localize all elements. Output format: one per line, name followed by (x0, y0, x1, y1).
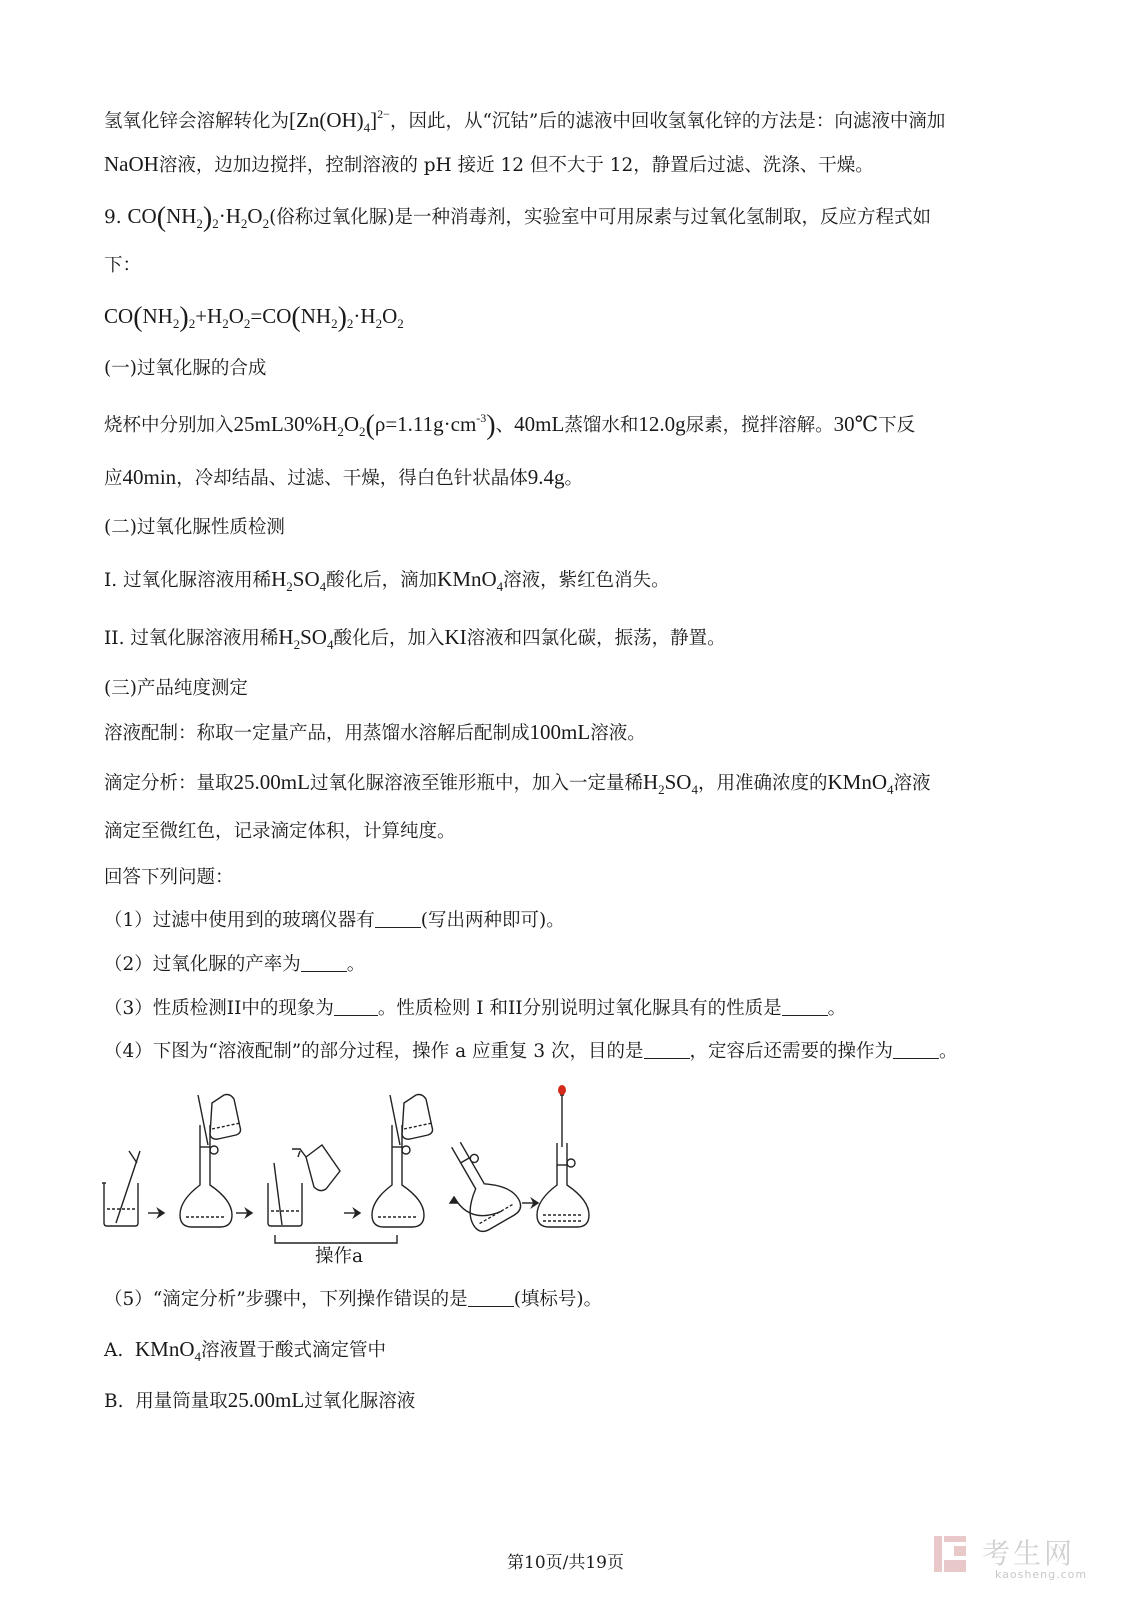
page-number: 第10页/共19页 (507, 1553, 624, 1573)
answer-blank[interactable] (334, 997, 378, 1016)
reaction-equation: $CO(NH_2)_2+H_2O_2=CO(NH_2)_2\cdot H_2O_2$ (104, 302, 404, 333)
operation-a-label: 操作a (315, 1246, 364, 1267)
beaker-icon (102, 1151, 140, 1226)
solution-prep: 溶液配制：称取一定量产品，用蒸馏水溶解后配制成100mL溶液。 (104, 720, 646, 744)
question-number: 9. (104, 207, 122, 228)
question-4: （4）下图为“溶液配制”的部分过程，操作 a 应重复 3 次，目的是 ，定容后还需要的操作为 。 (104, 1041, 958, 1062)
part2-heading: (二)过氧化脲性质检测 (104, 517, 285, 538)
answer-blank[interactable] (375, 909, 421, 928)
watermark-url: kaosheng.com (995, 1568, 1088, 1581)
swirling-flask-icon (434, 1131, 524, 1235)
test-II: II. 过氧化脲溶液用稀$H_2SO_4$酸化后，加入KI溶液和四氯化碳，振荡，静置。 (104, 625, 726, 652)
titration-line2: 滴定至微红色，记录滴定体积，计算纯度。 (104, 821, 456, 842)
q9-description: (俗称过氧化脲)是一种消毒剂，实验室中可用尿素与过氧化氢制取，反应方程式如 (269, 207, 932, 228)
questions-heading: 回答下列问题： (104, 867, 234, 888)
option-A[interactable]: A. KMnO$_4$溶液置于酸式滴定管中 (104, 1337, 387, 1364)
answer-blank[interactable] (782, 997, 828, 1016)
intro-line-2 (104, 150, 1031, 180)
answer-blank[interactable] (301, 953, 347, 972)
intro-text-2: ，因此，从“沉钴”后的滤液中回收氢氧化锌的方法是：向滤液中滴加 (389, 111, 946, 132)
volumetric-flask-icon (180, 1095, 241, 1228)
naoh-formula: NaOH (104, 152, 159, 176)
q9-intro-line (104, 202, 1031, 238)
answer-blank[interactable] (893, 1040, 939, 1059)
intro-text-3: 溶液，边加边搅拌，控制溶液的 pH 接近 12 但不大于 12，静置后过滤、洗涤、干燥。 (158, 155, 874, 176)
question-3: （3）性质检测II中的现象为 。性质检则 I 和II分别说明过氧化脲具有的性质是 。 (104, 998, 847, 1019)
wash-bottle-icon (268, 1145, 340, 1226)
part1-para-line1: 烧杯中分别加入$25mL30\%H_2O_2(\rho=1.11g\cdot cm^{-3})$、40mL蒸馏水和12.0g尿素，搅拌溶解。30℃下反 (104, 410, 916, 441)
question-2: （2）过氧化脲的产率为 。 (104, 954, 366, 975)
dropper-flask-icon (537, 1095, 589, 1227)
q9-intro-cont: 下： (104, 255, 142, 276)
volumetric-flask-icon (372, 1095, 433, 1228)
intro-line-1 (104, 100, 1031, 142)
part1-heading: (一)过氧化脲的合成 (104, 358, 267, 379)
answer-blank[interactable] (644, 1040, 690, 1059)
answer-blank[interactable] (468, 1288, 514, 1307)
zincate-formula: $[Zn(OH)_4]^{2-}$ (289, 107, 390, 135)
part3-heading: (三)产品纯度测定 (104, 678, 248, 699)
intro-text: 氢氧化锌会溶解转化为 (104, 111, 290, 132)
test-I: I. 过氧化脲溶液用稀$H_2SO_4$酸化后，滴加KMnO$_4$溶液，紫红色消失。 (104, 567, 670, 594)
urea-peroxide-formula: $CO(NH_2)_2\cdot H_2O_2$ (127, 202, 270, 233)
watermark-text: 考生网 (982, 1537, 1076, 1570)
dropper-bulb-icon (558, 1085, 566, 1095)
question-1: （1）过滤中使用到的玻璃仪器有 (写出两种即可)。 (104, 910, 565, 931)
part1-para-line2: 应40min，冷却结晶、过滤、干燥，得白色针状晶体9.4g。 (104, 465, 583, 489)
question-5: （5）“滴定分析”步骤中，下列操作错误的是 (填标号)。 (104, 1289, 603, 1310)
titration-line1: 滴定分析：量取25.00mL过氧化脲溶液至锥形瓶中，加入一定量稀$H_2SO_4$，用准确浓度的KMnO$_4$溶液 (104, 770, 931, 797)
option-B[interactable]: B. 用量筒量取25.00mL过氧化脲溶液 (104, 1388, 416, 1412)
